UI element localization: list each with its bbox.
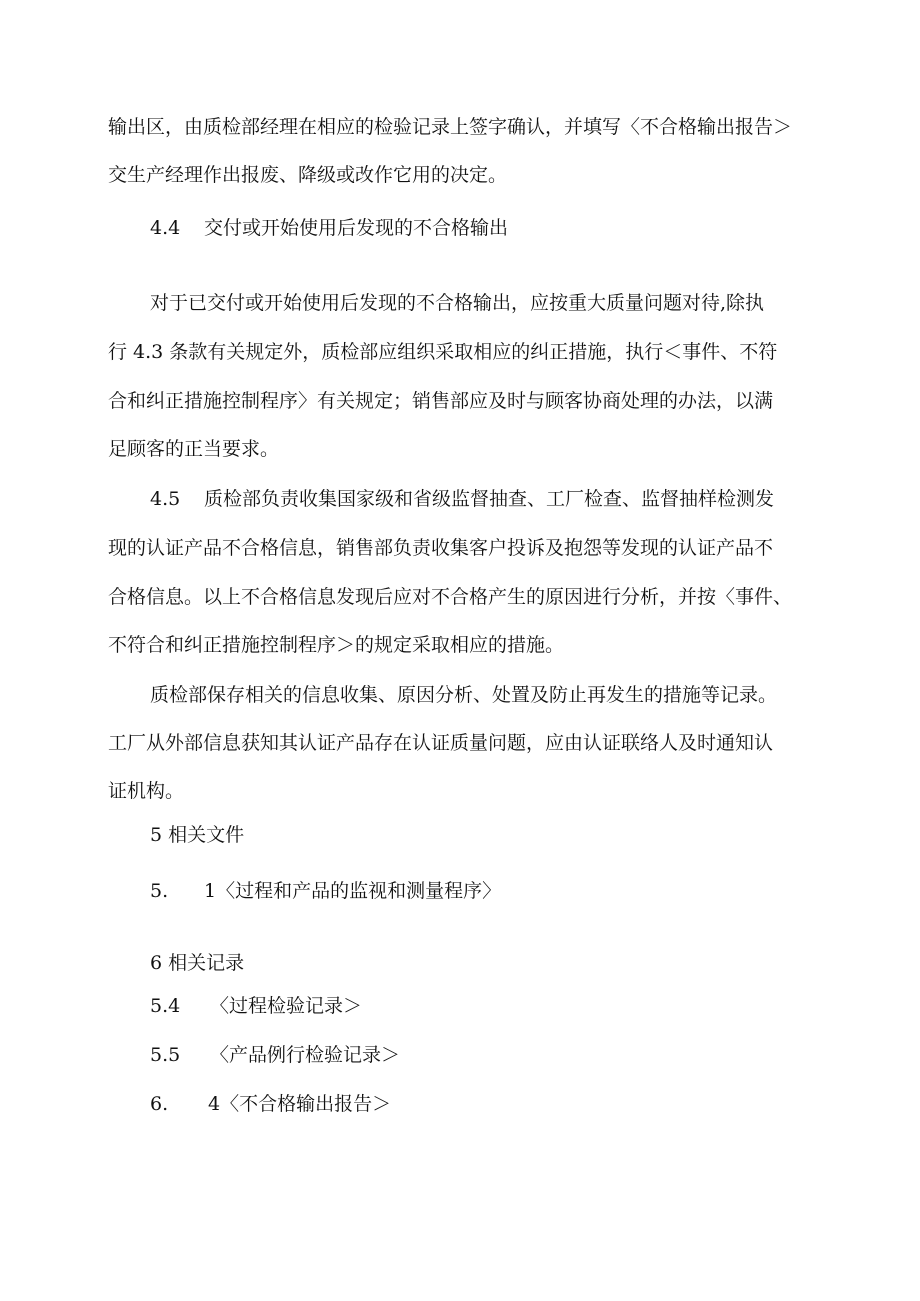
section-4-5-line-3: 合格信息。以上不合格信息发现后应对不合格产生的原因进行分析，并按〈事件、 <box>108 586 793 608</box>
section-6-item-3-number: 6. <box>150 1093 169 1115</box>
section-6-item-3 <box>150 1092 850 1116</box>
paragraph-a-line-2: 交生产经理作出报废、降级或改作它用的决定。 <box>108 164 508 186</box>
section-4-5-first-line <box>150 487 850 511</box>
section-4-5-line-4: 不符合和纠正措施控制程序＞的规定采取相应的措施。 <box>108 634 565 656</box>
section-4-5-line-2: 现的认证产品不合格信息，销售部负责收集客户投诉及抱怨等发现的认证产品不 <box>108 537 774 559</box>
section-5-heading: 5 相关文件 <box>150 824 245 846</box>
paragraph-c-line-2: 工厂从外部信息获知其认证产品存在认证质量问题，应由认证联络人及时通知认 <box>108 732 774 754</box>
paragraph-b-line-3: 合和纠正措施控制程序〉有关规定；销售部应及时与顾客协商处理的办法，以满 <box>108 390 774 412</box>
section-5-item-1-text: 1〈过程和产品的监视和测量程序〉 <box>204 880 502 902</box>
paragraph-b-line-1: 对于已交付或开始使用后发现的不合格输出，应按重大质量问题对待,除执 <box>150 292 765 314</box>
section-6-item-3-text: 4〈不合格输出报告＞ <box>208 1093 392 1115</box>
section-4-5-line-1: 质检部负责收集国家级和省级监督抽查、工厂检查、监督抽样检测发 <box>204 488 775 510</box>
section-5-item-1 <box>150 879 850 903</box>
paragraph-b-line-4: 足顾客的正当要求。 <box>108 438 280 460</box>
section-4-4-heading <box>150 216 850 240</box>
section-6-item-2 <box>150 1043 850 1067</box>
section-6-item-1-number: 5.4 <box>150 995 181 1017</box>
paragraph-c-line-1: 质检部保存相关的信息收集、原因分析、处置及防止再发生的措施等记录。 <box>150 684 778 706</box>
section-4-5-number: 4.5 <box>150 488 181 510</box>
section-6-item-2-number: 5.5 <box>150 1044 181 1066</box>
section-6-item-1 <box>150 994 850 1018</box>
paragraph-a-line-1: 输出区，由质检部经理在相应的检验记录上签字确认，并填写〈不合格输出报告＞ <box>108 116 793 138</box>
section-5-item-1-number: 5. <box>150 880 169 902</box>
paragraph-c-line-3: 证机构。 <box>108 780 185 802</box>
section-6-item-1-text: 〈过程检验记录＞ <box>210 995 363 1017</box>
section-4-4-number: 4.4 <box>150 217 181 239</box>
paragraph-b-line-2: 行 4.3 条款有关规定外，质检部应组织采取相应的纠正措施，执行＜事件、不符 <box>108 341 778 363</box>
section-4-4-title: 交付或开始使用后发现的不合格输出 <box>204 217 509 239</box>
section-6-item-2-text: 〈产品例行检验记录＞ <box>210 1044 401 1066</box>
section-6-heading: 6 相关记录 <box>150 952 245 974</box>
